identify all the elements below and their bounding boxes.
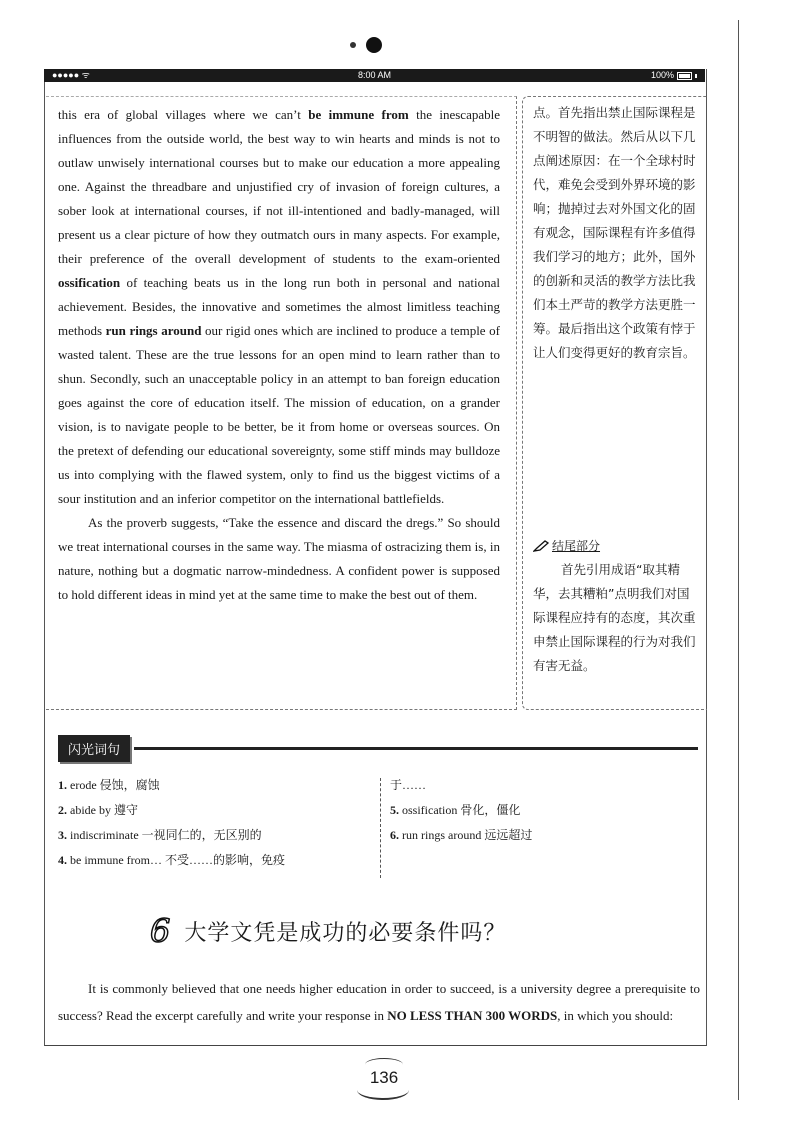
- vocab-text: run rings around 远远超过: [402, 828, 533, 842]
- vocab-number: 3.: [58, 828, 70, 842]
- section-title: [150, 912, 506, 950]
- side-ending-text: 首先引用成语“取其精华，去其糟粕”点明我们对国际课程应持有的态度，其次重申禁止国际课程的行为对我们有害无益。: [533, 562, 696, 673]
- vocab-item: [390, 773, 690, 798]
- side-note-text: 点。首先指出禁止国际课程是不明智的做法。然后从以下几点阐述原因：在一个全球村时代，难免会受到外界环境的影响；抛掉过去对外国文化的固有观念，国际课程有许多值得我们学习的地方；此外，国外的创新和灵活的教学方法比我们本土严苛的教学方法更胜一筹。最后指出这个政策有悖于让人们变得更好的教育宗旨。: [533, 105, 696, 360]
- vocab-list-left: [58, 773, 378, 873]
- vocab-number: 1.: [58, 778, 70, 792]
- vocab-text: abide by 遵守: [70, 803, 138, 817]
- bold-phrase: be immune from: [308, 107, 409, 122]
- text-run: As the proverb suggests, “Take the essence and discard the dregs.” So should we treat international courses in the same way. The miasma of ostracizing them is, in nature, nothing but a dogmatic narrow-mindedness. A confident power is supposed to hold different ideas in mind yet at the same time to make the best out of them.: [58, 515, 500, 602]
- vocab-rule: [134, 747, 698, 750]
- vocab-text: 于……: [390, 778, 427, 792]
- section-number: 6: [150, 912, 171, 950]
- essay-paragraph: [58, 103, 500, 511]
- side-heading: [533, 537, 600, 554]
- prompt-text: [58, 975, 700, 1029]
- signal-icon: ●●●●● ᯤ: [52, 70, 90, 80]
- text-run: this era of global villages where we can’t: [58, 107, 309, 122]
- vocab-text: ossification 骨化，僵化: [402, 803, 521, 817]
- vocab-list-right: [390, 773, 690, 848]
- essay-paragraph: [58, 511, 500, 607]
- essay-text: [58, 103, 500, 607]
- battery-percent: 100%: [650, 70, 674, 80]
- vocab-item: [390, 798, 690, 823]
- vocab-text: erode 侵蚀，腐蚀: [70, 778, 160, 792]
- bold-phrase: NO LESS THAN 300 WORDS: [387, 1008, 558, 1023]
- side-heading-text: 结尾部分: [552, 539, 601, 553]
- vocab-header: [58, 735, 698, 762]
- text-run: , in which you should:: [557, 1008, 674, 1023]
- status-time: 8:00 AM: [357, 70, 392, 80]
- vocab-number: 2.: [58, 803, 70, 817]
- vocab-item: [58, 823, 378, 848]
- vocab-number: 6.: [390, 828, 402, 842]
- vocab-divider: [380, 778, 382, 878]
- vocab-text: be immune from… 不受……的影响，免疫: [70, 853, 285, 867]
- vocab-text: indiscriminate 一视同仁的，无区别的: [70, 828, 262, 842]
- vocab-item: [58, 848, 378, 873]
- text-run: our rigid ones which are inclined to produce a temple of wasted talent. These are the true lessons for an open mind to learn rather than to shun. Secondly, such an unacceptable policy in an attempt to ban foreign education goes against the core of education itself. The mission of education, on a grander vision, is to navigate people to be better, be it from home or overseas sources. On the pretext of defending our educational sovereignty, some stiff minds may bulldoze us into complying with the flawed system, only to find us the biggest victims of a sour institution and an inferior competitor on the international battlefields.: [58, 323, 500, 506]
- device-camera: [345, 36, 385, 58]
- vocab-item: [58, 773, 378, 798]
- battery-icon: [677, 72, 692, 80]
- vocab-number: 5.: [390, 803, 402, 817]
- vocab-item: [58, 798, 378, 823]
- page-edge-line: [738, 20, 739, 1100]
- vocab-number: 4.: [58, 853, 70, 867]
- vocab-title: 闪光词句: [58, 735, 130, 762]
- page-number-text: 136: [369, 1068, 399, 1087]
- page-number: [355, 1058, 413, 1102]
- status-bar: [44, 69, 705, 82]
- vocab-item: [390, 823, 690, 848]
- bold-phrase: run rings around: [105, 323, 202, 338]
- battery-indicator: [651, 69, 697, 82]
- text-run: the inescapable influences from the outside world, the best way to win hearts and minds is not to outlaw unwisely international courses but to make our education a more appealing one. Against the threadbare and unjustified cry of invasion of foreign cultures, a sober look at international courses, if not ill-intentioned and badly-managed, will present us a clear picture of how they outmatch ours in many aspects. For example, their preference of the overall development of students to the exam-oriented: [58, 107, 501, 266]
- section-heading: 大学文凭是成功的必要条件吗？: [184, 920, 507, 946]
- side-note: [533, 101, 699, 365]
- pencil-icon: [533, 540, 549, 552]
- bold-phrase: ossification: [58, 275, 121, 290]
- text-run: It is commonly believed that one needs higher education in order to succeed, is a university degree a prerequisite to success? Read the excerpt carefully and write your response in: [58, 981, 700, 1023]
- text-run: of teaching beats us in the long run both in personal and national achievement. Besides, the innovative and sometimes the almost limitless teaching methods: [58, 275, 500, 338]
